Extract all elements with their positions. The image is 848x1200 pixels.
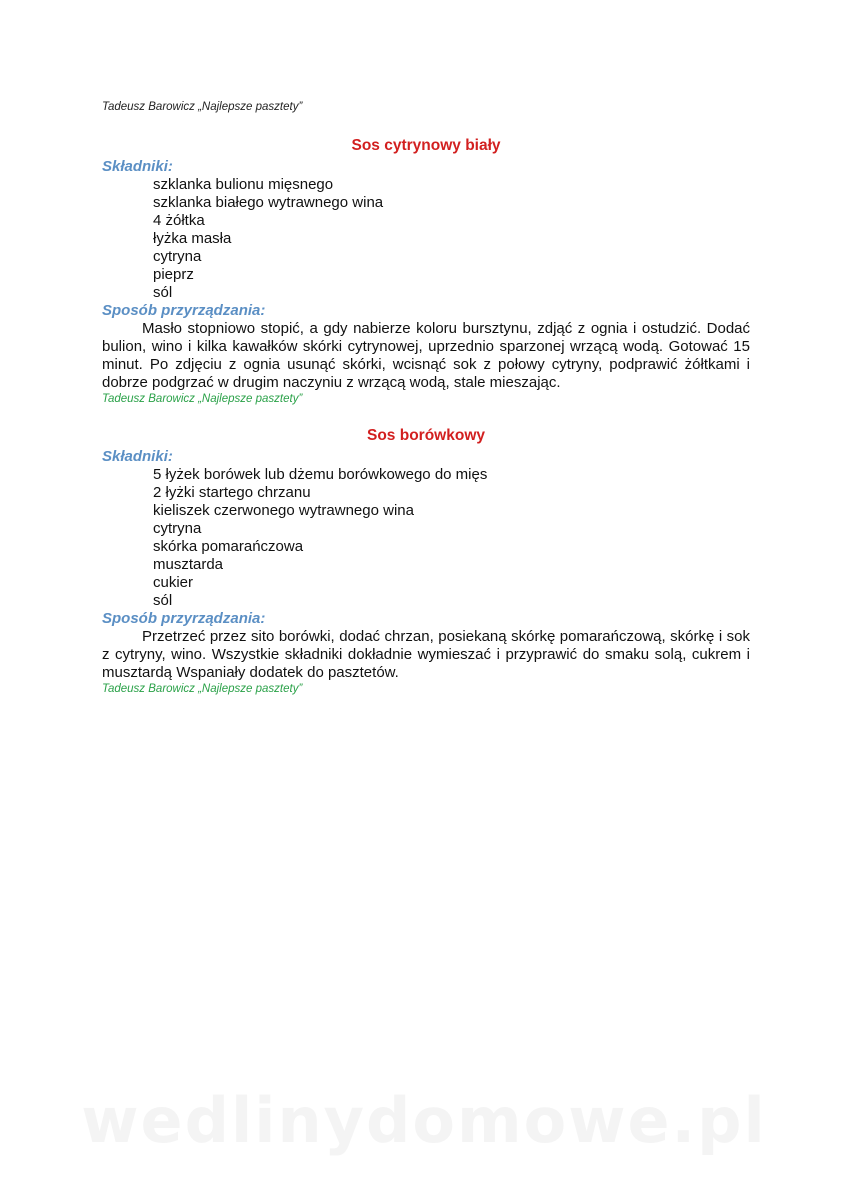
ingredient-item: skórka pomarańczowa — [153, 538, 304, 555]
ingredients-list — [102, 466, 750, 610]
ingredient-item: szklanka białego wytrawnego wina — [153, 194, 384, 211]
ingredient-item: 5 łyżek borówek lub dżemu borówkowego do mięs — [153, 466, 488, 483]
method-text: Masło stopniowo stopić, a gdy nabierze koloru bursztynu, zdjąć z ognia i ostudzić. Dodać bulion, wino i kilka kawałków skórki cytrynowej, uprzednio sparzonej wrzącą wodą. Gotować 15 minut. Po zdjęciu z ognia usunąć skórki, wcisnąć sok z połowy cytryny, podprawić żółtkami i dobrze podgrzać w drugim naczyniu z wrzącą wodą, stale mieszając. — [102, 320, 750, 391]
recipe-cranberry-sauce — [102, 426, 750, 696]
recipe-title: Sos cytrynowy biały — [351, 137, 501, 154]
ingredient-item: szklanka bulionu mięsnego — [153, 176, 334, 193]
ingredient-item: musztarda — [153, 556, 224, 573]
ingredient-item: sól — [153, 592, 173, 609]
ingredient-item: 2 łyżki startego chrzanu — [153, 484, 311, 501]
ingredients-list — [102, 176, 750, 302]
method-label: Sposób przyrządzania: — [102, 610, 266, 627]
method-label: Sposób przyrządzania: — [102, 302, 266, 319]
ingredients-label: Składniki: — [102, 158, 173, 175]
ingredient-item: cukier — [153, 574, 194, 591]
source-credit: Tadeusz Barowicz „Najlepsze pasztety” — [102, 393, 303, 405]
ingredient-item: łyżka masła — [153, 230, 232, 247]
watermark: wedlinydomowe.pl — [81, 1084, 767, 1157]
ingredient-item: cytryna — [153, 248, 202, 265]
ingredient-item: cytryna — [153, 520, 202, 537]
ingredient-item: pieprz — [153, 266, 194, 283]
ingredient-item: sól — [153, 284, 173, 301]
ingredient-item: kieliszek czerwonego wytrawnego wina — [153, 502, 414, 519]
page-header: Tadeusz Barowicz „Najlepsze pasztety” — [102, 101, 303, 113]
ingredients-label: Składniki: — [102, 448, 173, 465]
recipe-lemon-sauce — [102, 136, 750, 406]
ingredient-item: 4 żółtka — [153, 212, 205, 229]
recipe-title: Sos borówkowy — [367, 427, 485, 444]
source-credit: Tadeusz Barowicz „Najlepsze pasztety” — [102, 683, 303, 695]
method-text: Przetrzeć przez sito borówki, dodać chrzan, posiekaną skórkę pomarańczową, skórkę i sok z cytryny, wino. Wszystkie składniki dokładnie wymieszać i przyprawić do smaku solą, cukrem i musztardą Wspaniały dodatek do pasztetów. — [102, 628, 750, 681]
